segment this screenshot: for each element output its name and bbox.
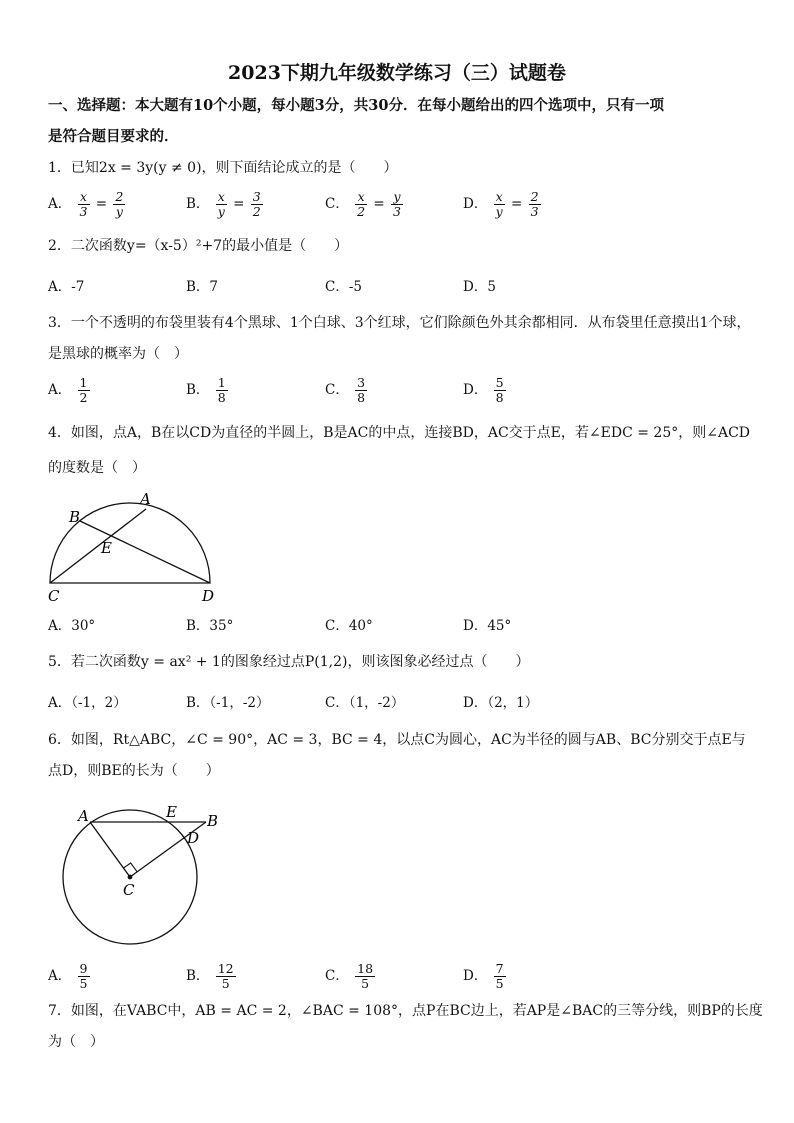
label-e: E — [166, 803, 177, 821]
question-1-option-b[interactable] — [186, 190, 265, 219]
numerator: 18 — [357, 961, 374, 976]
fraction-left — [78, 190, 90, 219]
question-4-option-d[interactable]: D．45° — [463, 618, 512, 634]
fraction — [355, 376, 367, 405]
question-3-option-a[interactable] — [48, 376, 92, 405]
numerator: 9 — [79, 961, 88, 976]
label-d: D — [187, 829, 200, 847]
question-2-option-d[interactable]: D．5 — [463, 279, 496, 295]
question-3-text-line-2: 是黑球的概率为（ ） — [48, 346, 188, 362]
question-3-option-d[interactable] — [463, 376, 508, 405]
denominator: 8 — [217, 390, 226, 405]
numerator: x — [217, 189, 225, 204]
question-6-option-a[interactable] — [48, 962, 92, 991]
numerator: x — [355, 190, 367, 205]
denominator: 3 — [530, 204, 539, 219]
label-c: C — [123, 881, 135, 899]
question-7-text-line-2: 为（ ） — [48, 1034, 104, 1050]
label-b: B — [207, 812, 219, 830]
denominator: 2 — [79, 390, 88, 405]
circle-triangle-figure — [55, 800, 230, 960]
question-1-option-d[interactable] — [463, 190, 543, 219]
equals-sign: = — [373, 196, 385, 212]
denominator: 5 — [79, 976, 88, 991]
fraction-left — [355, 190, 367, 219]
numerator: x — [495, 189, 503, 204]
option-label: D． — [463, 196, 488, 212]
question-2-option-b[interactable]: B．7 — [186, 279, 219, 295]
numerator: 2 — [115, 189, 124, 204]
numerator: 5 — [495, 375, 504, 390]
question-5-text: 5．若二次函数y = ax² + 1的图象经过点P(1,2)，则该图象必经过点（ ） — [48, 654, 530, 670]
numerator: 3 — [357, 375, 366, 390]
question-3-text-line-1: 3．一个不透明的布袋里装有4个黑球、1个白球、3个红球，它们除颜色外其余都相同．从布袋里任意摸出1个球， — [48, 315, 751, 331]
label-a: A — [140, 490, 151, 508]
fraction — [494, 962, 506, 991]
denominator: 5 — [495, 976, 504, 991]
question-4-text-line-1: 4．如图，点A，B在以CD为直径的半圆上，B是AC的中点，连接BD，AC交于点E，若∠EDC = 25°，则∠ACD — [48, 425, 751, 441]
fraction-right — [251, 190, 263, 219]
fraction-right — [113, 190, 125, 219]
numerator: 12 — [217, 961, 234, 976]
numerator: 2 — [530, 189, 539, 204]
fraction — [355, 962, 375, 991]
option-label: C． — [325, 196, 349, 212]
numerator: y — [391, 190, 403, 205]
question-2-text: 2．二次函数y=（x-5）²+7的最小值是（ ） — [48, 238, 349, 254]
question-4-option-b[interactable]: B．35° — [186, 618, 234, 634]
label-b: B — [69, 508, 81, 526]
question-6-text-line-1: 6．如图，Rt△ABC，∠C = 90°，AC = 3，BC = 4，以点C为圆心，AC为半径的圆与AB、BC分别交于点E与 — [48, 732, 746, 748]
question-2-option-a[interactable]: A．-7 — [48, 279, 85, 295]
question-4-option-c[interactable]: C．40° — [325, 618, 373, 634]
denominator: y — [495, 204, 503, 219]
fraction — [78, 962, 90, 991]
question-3-option-b[interactable] — [186, 376, 230, 405]
denominator: 8 — [357, 390, 366, 405]
question-5-option-a[interactable]: A．（-1，2） — [48, 695, 127, 711]
denominator: 3 — [79, 204, 88, 219]
question-6-option-c[interactable] — [325, 962, 377, 991]
numerator: 7 — [495, 961, 504, 976]
fraction — [494, 376, 506, 405]
label-d: D — [202, 587, 215, 605]
question-4-text-line-2: 的度数是（ ） — [48, 460, 146, 476]
option-label: A． — [48, 968, 72, 984]
question-3-option-c[interactable] — [325, 376, 369, 405]
option-label: A． — [48, 196, 72, 212]
denominator: y — [115, 204, 123, 219]
question-6-option-d[interactable] — [463, 962, 508, 991]
denominator: 2 — [252, 204, 261, 219]
option-label: B． — [186, 196, 210, 212]
denominator: 8 — [495, 390, 504, 405]
question-4-option-a[interactable]: A．30° — [48, 618, 96, 634]
label-c: C — [48, 587, 60, 605]
question-7-text-line-1: 7．如图，在VABC中，AB = AC = 2，∠BAC = 108°，点P在BC边上，若AP是∠BAC的三等分线，则BP的长度 — [48, 1003, 763, 1019]
equals-sign: = — [233, 196, 245, 212]
segment-ac — [90, 822, 130, 877]
question-5-option-c[interactable]: C．（1，-2） — [325, 695, 405, 711]
numerator: 1 — [217, 375, 226, 390]
fraction — [78, 376, 90, 405]
fraction-right — [391, 190, 403, 219]
question-1-option-c[interactable] — [325, 190, 405, 219]
question-5-option-b[interactable]: B．（-1，-2） — [186, 695, 270, 711]
option-label: C． — [325, 382, 349, 398]
question-6-option-b[interactable] — [186, 962, 238, 991]
denominator: 2 — [357, 204, 366, 219]
question-1-text: 1．已知2x = 3y(y ≠ 0)，则下面结论成立的是（ ） — [48, 160, 398, 176]
question-5-option-d[interactable]: D．（2，1） — [463, 695, 539, 711]
label-a: A — [78, 807, 89, 825]
option-label: A． — [48, 382, 72, 398]
fraction — [216, 376, 228, 405]
denominator: 5 — [361, 976, 370, 991]
center-point-c — [128, 875, 133, 880]
numerator: 1 — [79, 375, 88, 390]
fraction — [216, 962, 236, 991]
section-header-line-2: 是符合题目要求的． — [48, 128, 179, 145]
equals-sign: = — [95, 196, 108, 212]
denominator: 3 — [393, 204, 401, 219]
option-label: B． — [186, 382, 210, 398]
fraction-left — [216, 190, 227, 219]
denominator: y — [217, 204, 225, 219]
option-label: C． — [325, 968, 349, 984]
option-label: D． — [463, 968, 488, 984]
label-e: E — [101, 539, 112, 557]
semicircle-figure — [40, 485, 230, 607]
fraction-left — [494, 190, 505, 219]
fraction-right — [529, 190, 541, 219]
option-label: B． — [186, 968, 210, 984]
equals-sign: = — [510, 196, 523, 212]
page-title: 2023下期九年级数学练习（三）试题卷 — [228, 62, 566, 84]
question-6-text-line-2: 点D，则BE的长为（ ） — [48, 763, 220, 779]
question-1-option-a[interactable] — [48, 190, 127, 219]
option-label: D． — [463, 382, 488, 398]
section-header-line-1: 一、选择题：本大题有10个小题，每小题3分，共30分．在每小题给出的四个选项中，只有一项 — [48, 97, 664, 114]
question-2-option-c[interactable]: C．-5 — [325, 279, 362, 295]
denominator: 5 — [221, 976, 230, 991]
numerator: x — [78, 190, 90, 205]
numerator: 3 — [252, 189, 261, 204]
